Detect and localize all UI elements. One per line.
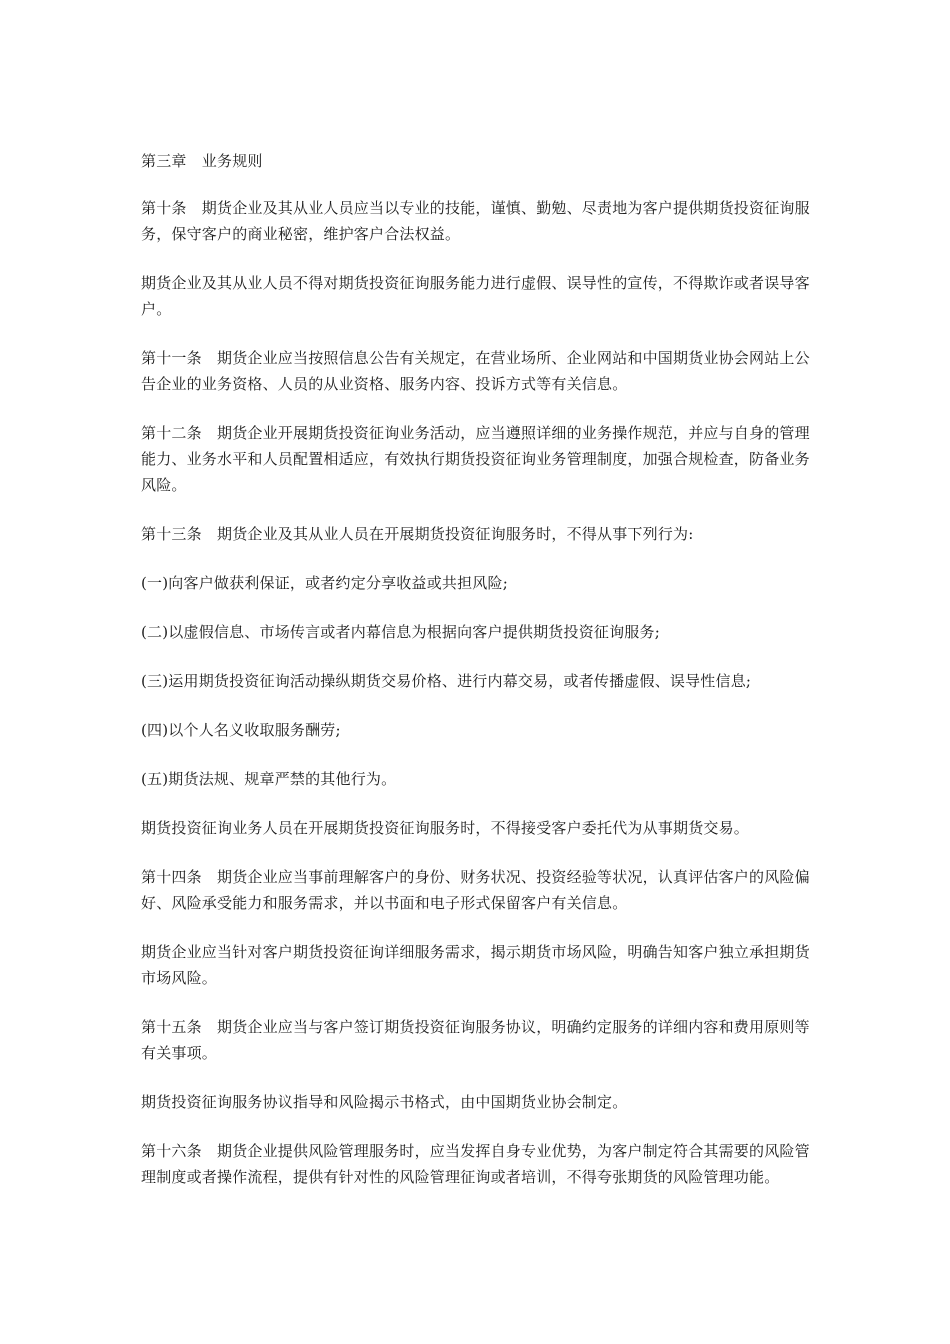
article-13-item-4: (四)以个人名义收取服务酬劳; [141, 721, 341, 739]
article-14: 第十四条 期货企业应当事前理解客户的身份、财务状况、投资经验等状况，认真评估客户的风险偏好、风险承受能力和服务需求，并以书面和电子形式保留客户有关信息。 [141, 868, 810, 912]
article-13: 第十三条 期货企业及其从业人员在开展期货投资征询服务时，不得从事下列行为: [141, 525, 694, 543]
chapter-title: 第三章 业务规则 [141, 152, 263, 170]
article-13-item-2: (二)以虚假信息、市场传言或者内幕信息为根据向客户提供期货投资征询服务; [141, 623, 660, 641]
article-10-para-2: 期货企业及其从业人员不得对期货投资征询服务能力进行虚假、误导性的宣传，不得欺诈或者误导客户。 [141, 274, 810, 318]
article-13-item-5: (五)期货法规、规章严禁的其他行为。 [141, 770, 397, 788]
article-13-para-2: 期货投资征询业务人员在开展期货投资征询服务时，不得接受客户委托代为从事期货交易。 [141, 819, 750, 837]
article-13-item-1: (一)向客户做获利保证，或者约定分享收益或共担风险; [141, 574, 508, 592]
article-10: 第十条 期货企业及其从业人员应当以专业的技能，谨慎、勤勉、尽责地为客户提供期货投资征询服务，保守客户的商业秘密，维护客户合法权益。 [141, 199, 810, 243]
article-15-para-2: 期货投资征询服务协议指导和风险揭示书格式，由中国期货业协会制定。 [141, 1093, 628, 1111]
article-16: 第十六条 期货企业提供风险管理服务时，应当发挥自身专业优势，为客户制定符合其需要的风险管理制度或者操作流程，提供有针对性的风险管理征询或者培训，不得夸张期货的风险管理功能。 [141, 1142, 810, 1186]
article-13-item-3: (三)运用期货投资征询活动操纵期货交易价格、进行内幕交易，或者传播虚假、误导性信息; [141, 672, 752, 690]
article-12: 第十二条 期货企业开展期货投资征询业务活动，应当遵照详细的业务操作规范，并应与自身的管理能力、业务水平和人员配置相适应，有效执行期货投资征询业务管理制度，加强合规检查，防备业务风险。 [141, 424, 810, 494]
document-body [141, 148, 816, 1213]
article-11: 第十一条 期货企业应当按照信息公告有关规定，在营业场所、企业网站和中国期货业协会网站上公告企业的业务资格、人员的从业资格、服务内容、投诉方式等有关信息。 [141, 349, 810, 393]
article-15: 第十五条 期货企业应当与客户签订期货投资征询服务协议，明确约定服务的详细内容和费用原则等有关事项。 [141, 1018, 810, 1062]
article-14-para-2: 期货企业应当针对客户期货投资征询详细服务需求，揭示期货市场风险，明确告知客户独立承担期货市场风险。 [141, 943, 810, 987]
